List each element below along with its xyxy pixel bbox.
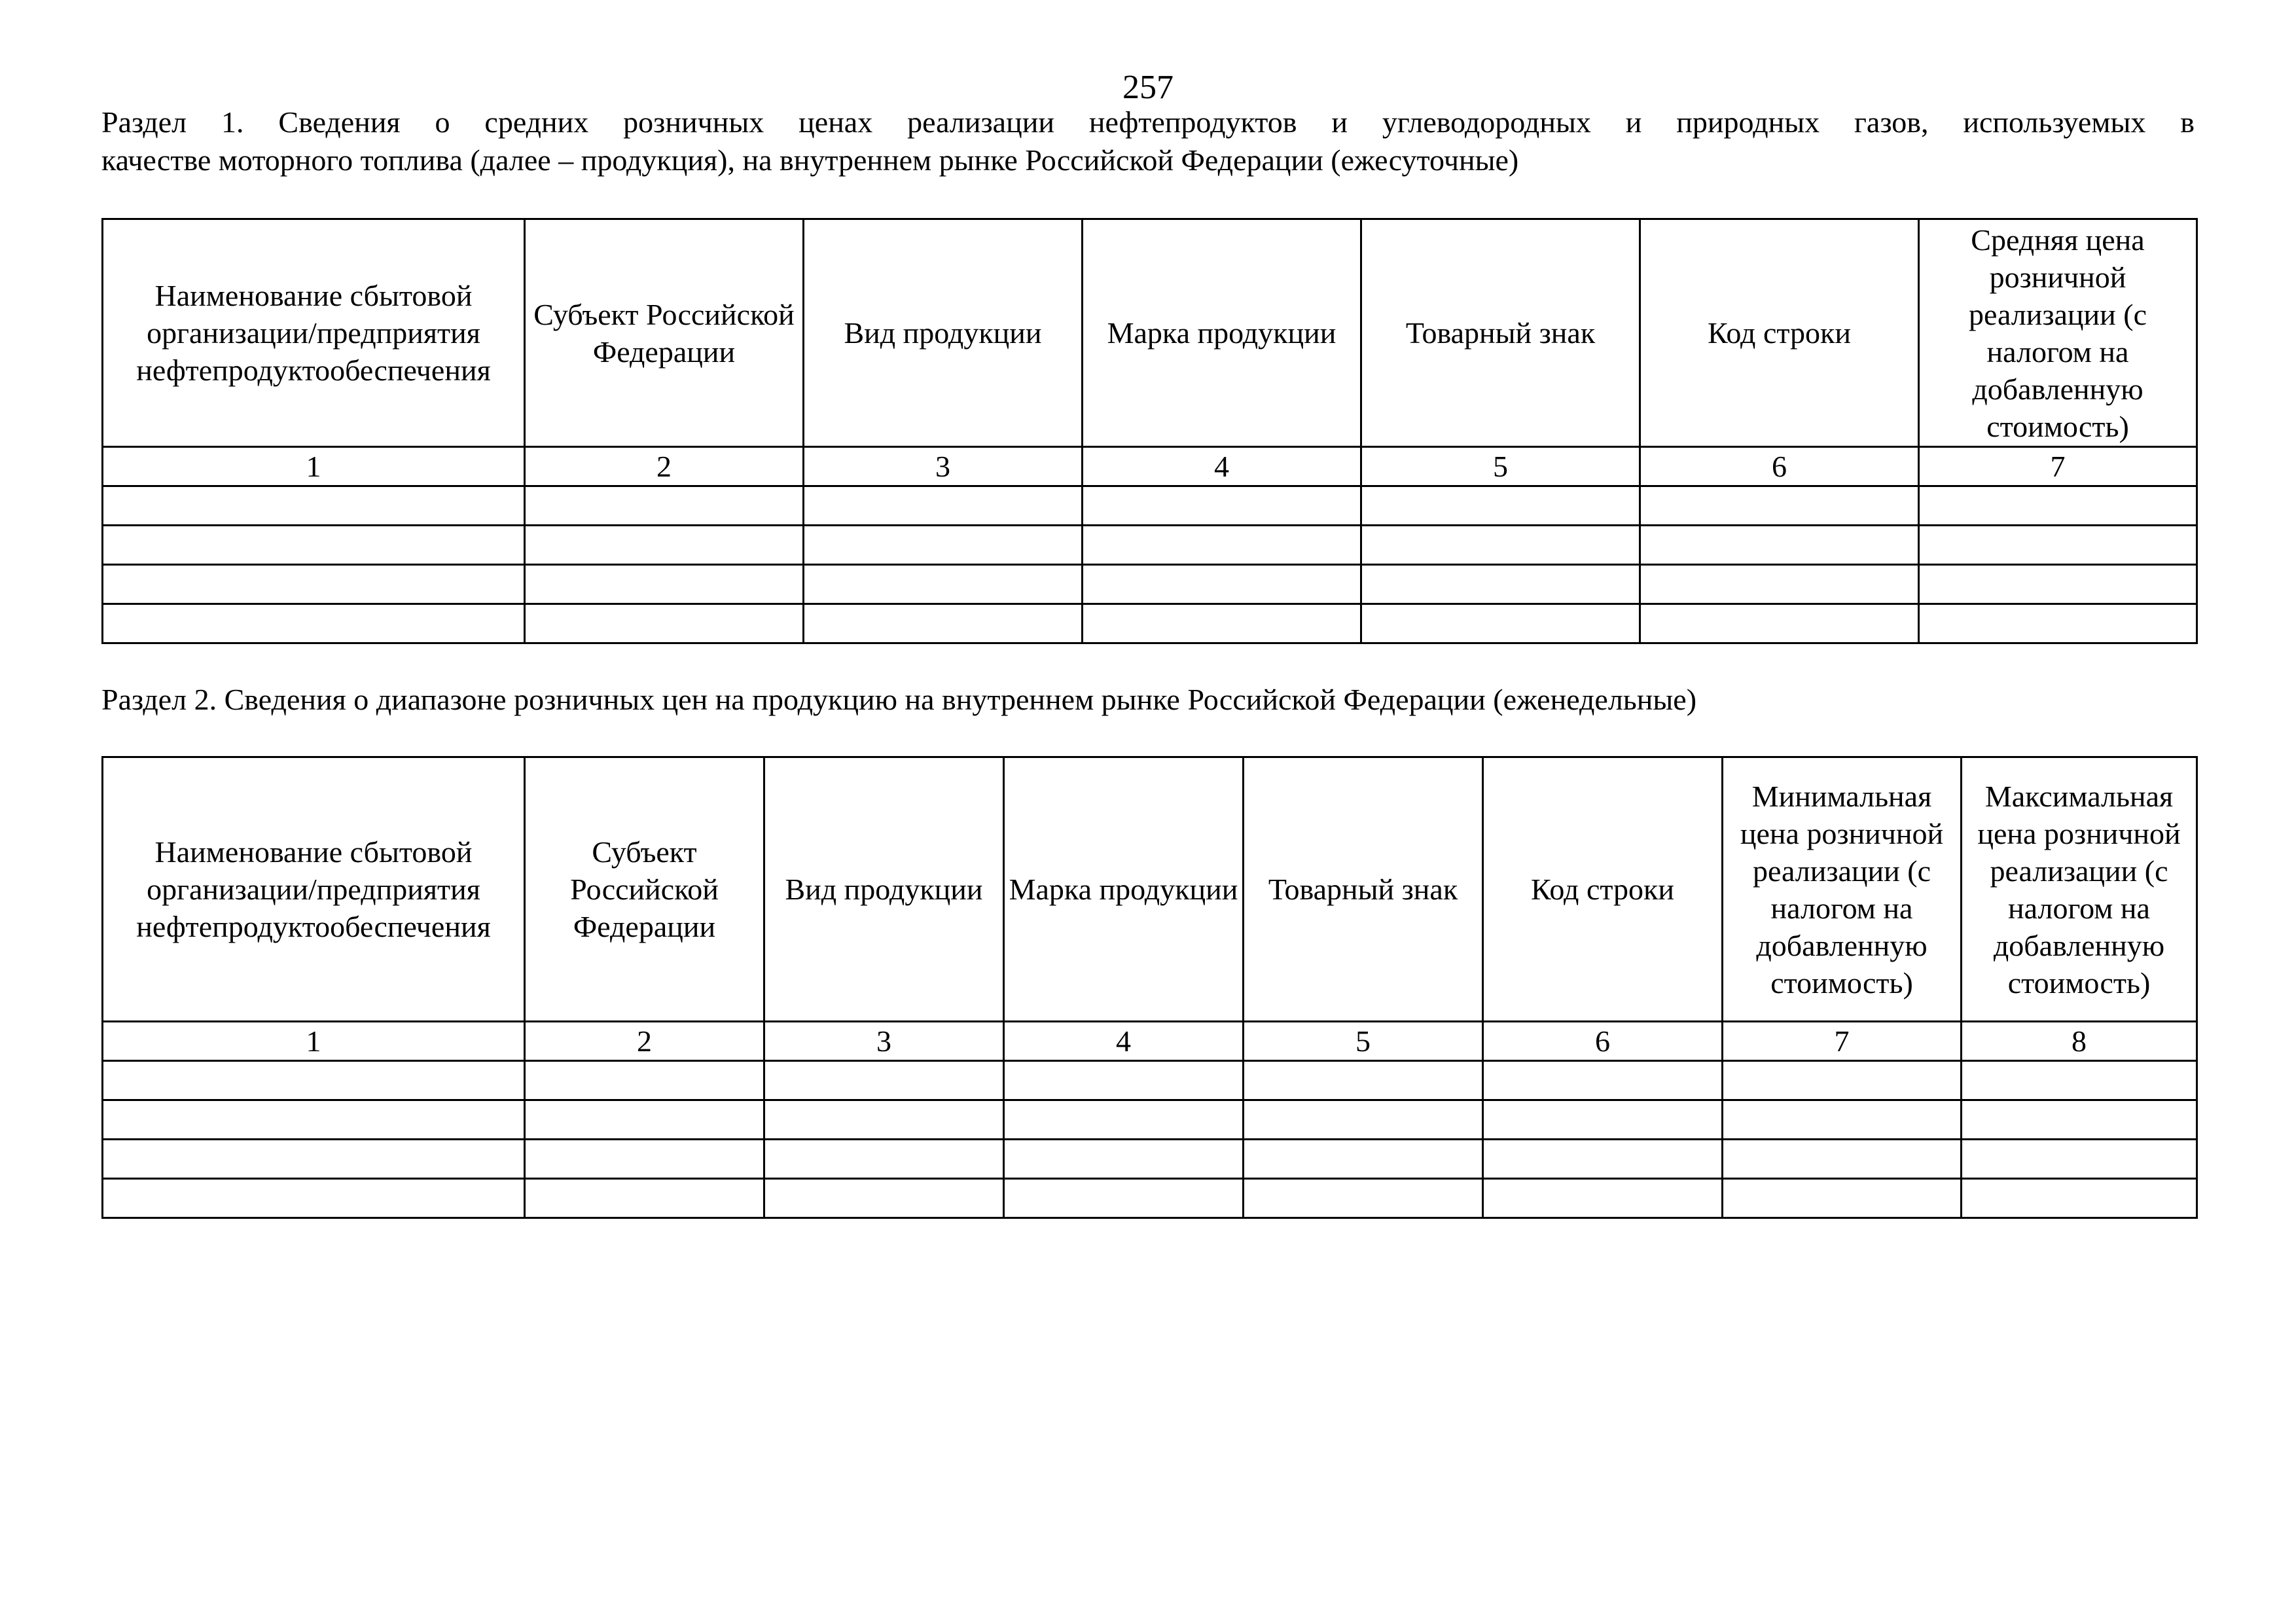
table-row <box>103 1061 2197 1100</box>
column-header-average-price: Средняя цена розничной реализации (с налогом на добавленную стоимость) <box>1919 219 2197 447</box>
empty-cell <box>804 486 1083 526</box>
empty-cell <box>525 604 804 643</box>
column-number: 1 <box>103 1022 525 1061</box>
empty-cell <box>1919 526 2197 565</box>
table-header-row <box>103 219 2197 447</box>
section-1-heading-line-1: Раздел 1. Сведения о средних розничных ценах реализации нефтепродуктов и углеводородных и природных газов, используемых в <box>101 105 2195 139</box>
column-number: 4 <box>1004 1022 1244 1061</box>
empty-cell <box>764 1179 1004 1218</box>
empty-cell <box>1483 1140 1723 1179</box>
column-number: 7 <box>1919 447 2197 486</box>
empty-cell <box>103 486 525 526</box>
column-header-trademark: Товарный знак <box>1244 757 1483 1022</box>
empty-cell <box>804 565 1083 604</box>
column-header-organization: Наименование сбытовой организации/предприятия нефтепродуктообеспечения <box>103 219 525 447</box>
empty-cell <box>1244 1179 1483 1218</box>
empty-cell <box>1361 486 1640 526</box>
column-number: 6 <box>1640 447 1919 486</box>
column-header-subject: Субъект Российской Федерации <box>525 219 804 447</box>
empty-cell <box>764 1100 1004 1140</box>
empty-cell <box>1640 486 1919 526</box>
column-header-organization: Наименование сбытовой организации/предприятия нефтепродуктообеспечения <box>103 757 525 1022</box>
empty-cell <box>764 1061 1004 1100</box>
empty-cell <box>1483 1061 1723 1100</box>
column-number: 7 <box>1723 1022 1962 1061</box>
empty-cell <box>525 486 804 526</box>
column-number: 3 <box>764 1022 1004 1061</box>
table-row <box>103 486 2197 526</box>
empty-cell <box>804 526 1083 565</box>
empty-cell <box>103 526 525 565</box>
column-header-min-price: Минимальная цена розничной реализации (с налогом на добавленную стоимость) <box>1723 757 1962 1022</box>
table-row <box>103 526 2197 565</box>
section-2-heading: Раздел 2. Сведения о диапазоне розничных цен на продукцию на внутреннем рынке Российской Федерации (еженедельные) <box>101 683 1697 716</box>
empty-cell <box>1723 1061 1962 1100</box>
empty-cell <box>1244 1061 1483 1100</box>
column-number-row <box>103 447 2197 486</box>
section-1-table <box>101 218 2198 644</box>
empty-cell <box>1004 1179 1244 1218</box>
column-header-product-type: Вид продукции <box>764 757 1004 1022</box>
empty-cell <box>1640 565 1919 604</box>
column-number: 2 <box>525 1022 764 1061</box>
empty-cell <box>525 526 804 565</box>
column-header-line-code: Код строки <box>1640 219 1919 447</box>
empty-cell <box>1723 1100 1962 1140</box>
column-number: 1 <box>103 447 525 486</box>
empty-cell <box>1483 1179 1723 1218</box>
column-header-product-type: Вид продукции <box>804 219 1083 447</box>
empty-cell <box>1244 1100 1483 1140</box>
table-row <box>103 1140 2197 1179</box>
empty-cell <box>1083 604 1361 643</box>
empty-cell <box>1083 526 1361 565</box>
empty-cell <box>1962 1061 2197 1100</box>
empty-cell <box>103 1179 525 1218</box>
empty-cell <box>804 604 1083 643</box>
empty-cell <box>103 604 525 643</box>
table-header-row <box>103 757 2197 1022</box>
empty-cell <box>1244 1140 1483 1179</box>
column-header-subject: Субъект Российской Федерации <box>525 757 764 1022</box>
empty-cell <box>1004 1100 1244 1140</box>
empty-cell <box>764 1140 1004 1179</box>
column-number: 6 <box>1483 1022 1723 1061</box>
empty-cell <box>1083 565 1361 604</box>
column-number-row <box>103 1022 2197 1061</box>
column-header-line-code: Код строки <box>1483 757 1723 1022</box>
column-number: 3 <box>804 447 1083 486</box>
column-number: 8 <box>1962 1022 2197 1061</box>
empty-cell <box>1723 1179 1962 1218</box>
empty-cell <box>525 1179 764 1218</box>
empty-cell <box>1640 604 1919 643</box>
page-number: 257 <box>1122 69 1174 106</box>
empty-cell <box>1640 526 1919 565</box>
column-header-product-brand: Марка продукции <box>1083 219 1361 447</box>
empty-cell <box>1919 604 2197 643</box>
column-header-product-brand: Марка продукции <box>1004 757 1244 1022</box>
section-1-heading-line-2: качестве моторного топлива (далее – продукция), на внутреннем рынке Российской Федерации (ежесуточные) <box>101 143 1519 177</box>
section-2-table <box>101 756 2198 1219</box>
empty-cell <box>1361 604 1640 643</box>
empty-cell <box>1483 1100 1723 1140</box>
empty-cell <box>1919 565 2197 604</box>
column-number: 2 <box>525 447 804 486</box>
table-row <box>103 1179 2197 1218</box>
empty-cell <box>1962 1100 2197 1140</box>
empty-cell <box>1361 565 1640 604</box>
empty-cell <box>1083 486 1361 526</box>
empty-cell <box>525 1061 764 1100</box>
table-row <box>103 1100 2197 1140</box>
empty-cell <box>103 1100 525 1140</box>
empty-cell <box>103 565 525 604</box>
empty-cell <box>525 1100 764 1140</box>
empty-cell <box>525 565 804 604</box>
column-header-trademark: Товарный знак <box>1361 219 1640 447</box>
section-1-heading <box>101 103 2195 179</box>
empty-cell <box>103 1061 525 1100</box>
column-header-max-price: Максимальная цена розничной реализации (с налогом на добавленную стоимость) <box>1962 757 2197 1022</box>
table-row <box>103 565 2197 604</box>
empty-cell <box>1361 526 1640 565</box>
empty-cell <box>1962 1179 2197 1218</box>
empty-cell <box>525 1140 764 1179</box>
column-number: 4 <box>1083 447 1361 486</box>
empty-cell <box>1723 1140 1962 1179</box>
column-number: 5 <box>1244 1022 1483 1061</box>
table-row <box>103 604 2197 643</box>
empty-cell <box>1004 1140 1244 1179</box>
empty-cell <box>1004 1061 1244 1100</box>
empty-cell <box>1962 1140 2197 1179</box>
empty-cell <box>1919 486 2197 526</box>
column-number: 5 <box>1361 447 1640 486</box>
empty-cell <box>103 1140 525 1179</box>
